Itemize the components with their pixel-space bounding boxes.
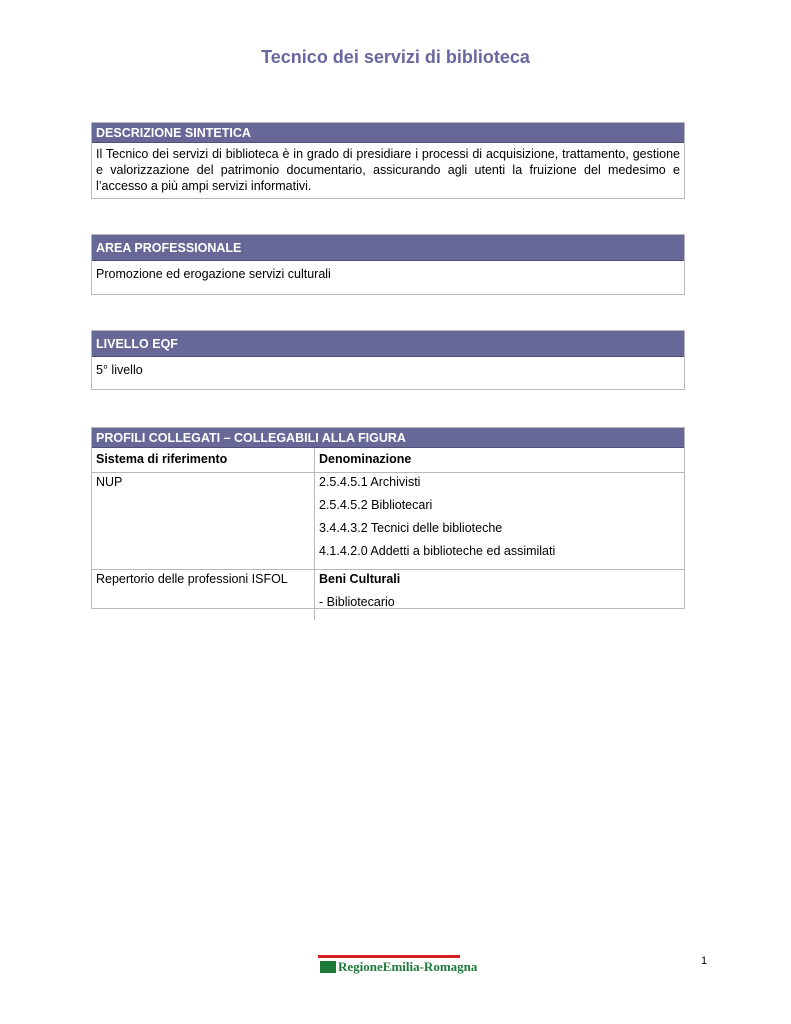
region-map-icon [320,961,336,973]
col-sistema-header: Sistema di riferimento [92,448,315,473]
denominazione-item: - Bibliotecario [319,595,395,609]
denominazione-item: 2.5.4.5.1 Archivisti [319,475,421,489]
descrizione-heading: DESCRIZIONE SINTETICA [92,123,684,143]
page-title: Tecnico dei servizi di biblioteca [261,47,530,67]
regione-logo [318,955,478,977]
col-denominazione-header: Denominazione [315,448,685,473]
descrizione-section [91,122,685,199]
area-section [91,234,685,295]
denominazione-cell [315,473,685,570]
logo-text: RegioneEmilia-Romagna [338,959,478,974]
area-heading: AREA PROFESSIONALE [92,235,684,261]
denominazione-cell [315,570,685,621]
denominazione-item: 4.1.4.2.0 Addetti a biblioteche ed assimilati [319,544,556,558]
livello-text: 5° livello [96,363,143,377]
profili-section [91,427,685,609]
denominazione-item: 2.5.4.5.2 Bibliotecari [319,498,433,512]
page-number: 1 [701,955,708,967]
sistema-cell: Repertorio delle professioni ISFOL [92,570,315,621]
table-header-row [92,448,684,473]
sistema-cell: NUP [92,473,315,570]
profili-table [92,448,684,620]
livello-heading: LIVELLO EQF [92,331,684,357]
logo-red-bar [318,955,460,958]
profili-heading: PROFILI COLLEGATI – COLLEGABILI ALLA FIGURA [92,428,684,448]
descrizione-text: Il Tecnico dei servizi di biblioteca è in grado di presidiare i processi di acquisizione, trattamento, gestione e valorizzazione del patrimonio documentario, assicurando agli utenti la fruizione del medesimo e l’accesso a più ampi servizi informativi. [96,147,680,193]
table-row [92,473,684,570]
denominazione-item: Beni Culturali [319,572,401,586]
table-row [92,570,684,621]
denominazione-item: 3.4.4.3.2 Tecnici delle biblioteche [319,521,503,535]
livello-section [91,330,685,390]
area-text: Promozione ed erogazione servizi culturali [96,267,331,281]
